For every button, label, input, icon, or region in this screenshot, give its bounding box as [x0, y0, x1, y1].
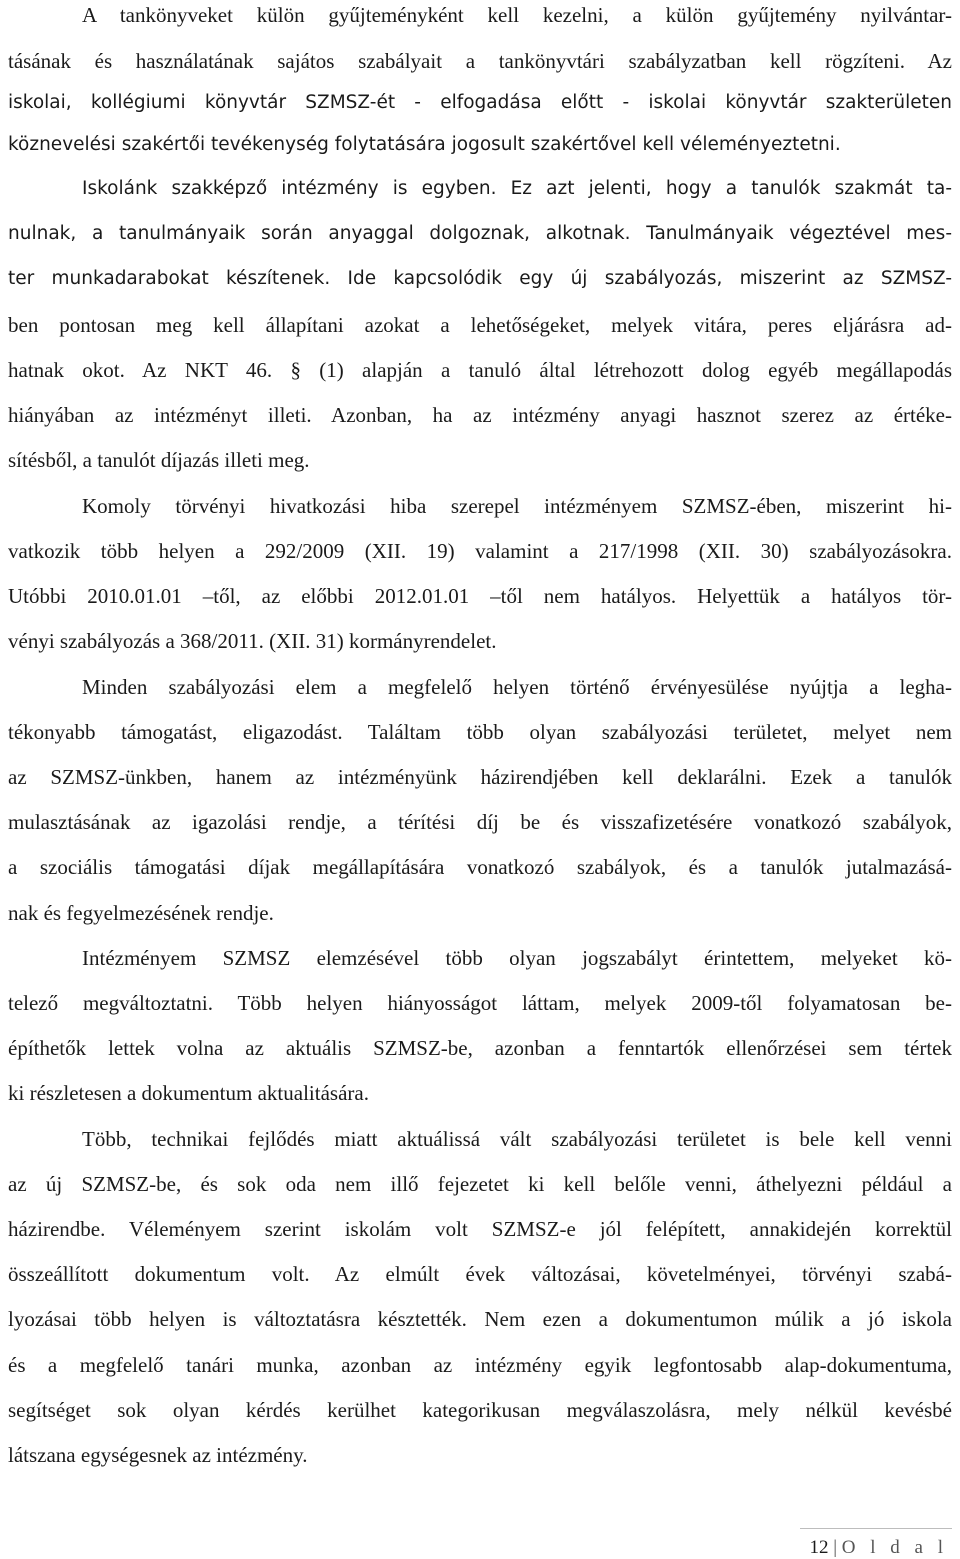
page-number: 12 — [809, 1537, 829, 1558]
text-line: ben pontosan meg kell állapítani azokat a lehetőségeket, melyek vitára, peres eljárásra ad- — [8, 313, 952, 337]
text-line: házirendbe. Véleményem szerint iskolám volt SZMSZ-e jól felépített, annakidején korrektül — [8, 1217, 952, 1241]
text-line: segítséget sok olyan kérdés kerülhet kategorikusan megválaszolásra, mely nélkül kevésbé — [8, 1398, 952, 1422]
footer-separator: | — [833, 1537, 838, 1558]
text-line: iskolai, kollégiumi könyvtár SZMSZ-ét - elfogadása előtt - iskolai könyvtár szakterületen — [8, 92, 952, 113]
text-line: köznevelési szakértői tevékenység folytatására jogosult szakértővel kell véleményeztetni. — [8, 134, 841, 155]
text-line: hiányában az intézményt illeti. Azonban, ha az intézmény anyagi hasznot szerez az értéke- — [8, 403, 952, 427]
text-line: Komoly törvényi hivatkozási hiba szerepel intézményem SZMSZ-ében, miszerint hi- — [82, 494, 952, 518]
footer-divider — [800, 1528, 952, 1529]
text-line: Több, technikai fejlődés miatt aktuálissá vált szabályozási területet is bele kell venni — [82, 1127, 952, 1151]
text-line: nak és fegyelmezésének rendje. — [8, 901, 274, 925]
text-line: a szociális támogatási díjak megállapítására vonatkozó szabályok, és a tanulók jutalmazásá- — [8, 855, 952, 879]
text-line: nulnak, a tanulmányaik során anyaggal dolgoznak, alkotnak. Tanulmányaik végeztével mes- — [8, 223, 952, 244]
text-line: és a megfelelő tanári munka, azonban az intézmény egyik legfontosabb alap-dokumentuma, — [8, 1353, 952, 1377]
text-line: tásának és használatának sajátos szabályait a tankönyvtári szabályzatban kell rögzíteni. Az — [8, 49, 952, 73]
text-line: építhetők lettek volna az aktuális SZMSZ-be, azonban a fenntartók ellenőrzései sem tértek — [8, 1036, 952, 1060]
text-line: Iskolánk szakképző intézmény is egyben. Ez azt jelenti, hogy a tanulók szakmát ta- — [82, 178, 952, 199]
text-line: összeállított dokumentum volt. Az elmúlt évek változásai, követelményei, törvényi szabá- — [8, 1262, 952, 1286]
text-line: A tankönyveket külön gyűjteményként kell kezelni, a külön gyűjtemény nyilvántar- — [82, 3, 952, 27]
text-line: Minden szabályozási elem a megfelelő helyen történő érvényesülése nyújtja a legha- — [82, 675, 952, 699]
text-line: látszana egységesnek az intézmény. — [8, 1443, 308, 1467]
text-line: tékonyabb támogatást, eligazodást. Találtam több olyan szabályozási területet, melyet nem — [8, 720, 952, 744]
text-line: ter munkadarabokat készítenek. Ide kapcsolódik egy új szabályozás, miszerint az SZMSZ- — [8, 268, 952, 289]
text-line: Utóbbi 2010.01.01 –től, az előbbi 2012.01.01 –től nem hatályos. Helyettük a hatályos tör- — [8, 584, 952, 608]
text-line: vényi szabályozás a 368/2011. (XII. 31) kormányrendelet. — [8, 629, 497, 653]
text-line: mulasztásának az igazolási rendje, a térítési díj be és visszafizetésére vonatkozó szabályok, — [8, 810, 952, 834]
footer-page-word: O l d a l — [841, 1537, 948, 1558]
text-line: vatkozik több helyen a 292/2009 (XII. 19) valamint a 217/1998 (XII. 30) szabályozásokra. — [8, 539, 952, 563]
text-line: az SZMSZ-ünkben, hanem az intézményünk házirendjében kell deklarálni. Ezek a tanulók — [8, 765, 952, 789]
page-footer — [809, 1537, 948, 1559]
text-line: lyozásai több helyen is változtatásra késztették. Nem ezen a dokumentumon múlik a jó iskola — [8, 1307, 952, 1331]
text-line: telező megváltoztatni. Több helyen hiányosságot láttam, melyek 2009-től folyamatosan be- — [8, 991, 952, 1015]
text-line: az új SZMSZ-be, és sok oda nem illő fejezetet ki kell belőle venni, áthelyezni például a — [8, 1172, 952, 1196]
text-line: hatnak okot. Az NKT 46. § (1) alapján a tanuló által létrehozott dolog egyéb megállapodás — [8, 358, 952, 382]
text-line: sítésből, a tanulót díjazás illeti meg. — [8, 448, 310, 472]
text-line: Intézményem SZMSZ elemzésével több olyan jogszabályt érintettem, melyeket kö- — [82, 946, 952, 970]
text-line: ki részletesen a dokumentum aktualitására. — [8, 1081, 369, 1105]
